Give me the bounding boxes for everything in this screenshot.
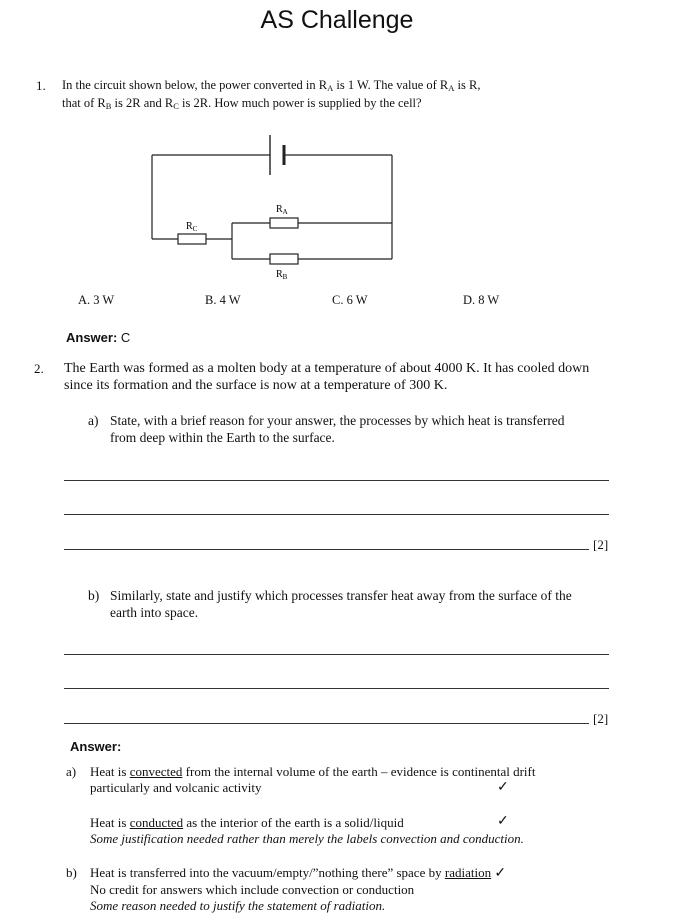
label-rc: $R_C$ (186, 221, 198, 233)
answer-line (64, 654, 609, 655)
answer-line (64, 688, 609, 689)
answer-line (64, 723, 589, 724)
marks-a: [2] (593, 537, 609, 552)
answer-line (64, 514, 609, 515)
answer-line (64, 549, 589, 550)
option-d: D. 8 W (463, 293, 500, 307)
tick-icon: ✓ (497, 814, 509, 829)
q2-answer-label: Answer: (70, 739, 122, 754)
page-title: AS Challenge (260, 6, 414, 34)
question-2-text: The Earth was formed as a molten body at a temperature of about 4000 K. It has cooled down since its formation and the surface is now at a temperature of 300 K. (64, 361, 590, 393)
option-c: C. 6 W (332, 293, 368, 307)
q2-answer-a-text-2: Heat is conducted as the interior of the earth is a solid/liquid Some justification needed rather than merely the labels convection and conduction. (90, 815, 524, 846)
option-b: B. 4 W (205, 293, 241, 307)
resistor-ra (270, 218, 298, 228)
resistor-rc (178, 234, 206, 244)
circuit-diagram (140, 125, 410, 290)
label-rb: $R_B$ (276, 269, 288, 281)
q2-part-a-text: State, with a brief reason for your answer, the processes by which heat is transferred from deep within the Earth to the surface. (110, 413, 565, 445)
answer-line (64, 480, 609, 481)
q1-answer: Answer: C (66, 330, 131, 345)
question-1-text: In the circuit shown below, the power converted in $R_A$ is 1 W. The value of $R_A$ is R, that of $R_B$ is 2R and $R_C$ is 2R. How much power is supplied by the cell? (62, 78, 481, 111)
question-1-number: 1. (36, 78, 46, 93)
q2-answer-a-text: Heat is convected from the internal volume of the earth – evidence is continental drift particularly and volcanic activity (90, 764, 536, 795)
tick-icon: ✓ (497, 780, 509, 795)
marks-b: [2] (593, 711, 609, 726)
q2-part-a-label: a) (88, 413, 99, 428)
label-ra: $R_A$ (276, 204, 288, 216)
tick-icon: ✓ (494, 866, 507, 881)
q2-answer-a-label: a) (66, 764, 77, 779)
q2-answer-b-text: Heat is transferred into the vacuum/empty/”nothing there” space by radiation ✓ No credit for answers which include convection or conduction Some reason needed to justify the statement of radiation. (90, 865, 507, 913)
q2-part-b-text: Similarly, state and justify which processes transfer heat away from the surface of the earth into space. (110, 588, 572, 620)
q2-answer-b-label: b) (66, 865, 77, 880)
option-a: A. 3 W (78, 293, 115, 307)
resistor-rb (270, 254, 298, 264)
question-2-number: 2. (34, 361, 44, 376)
q2-part-b-label: b) (88, 588, 100, 603)
